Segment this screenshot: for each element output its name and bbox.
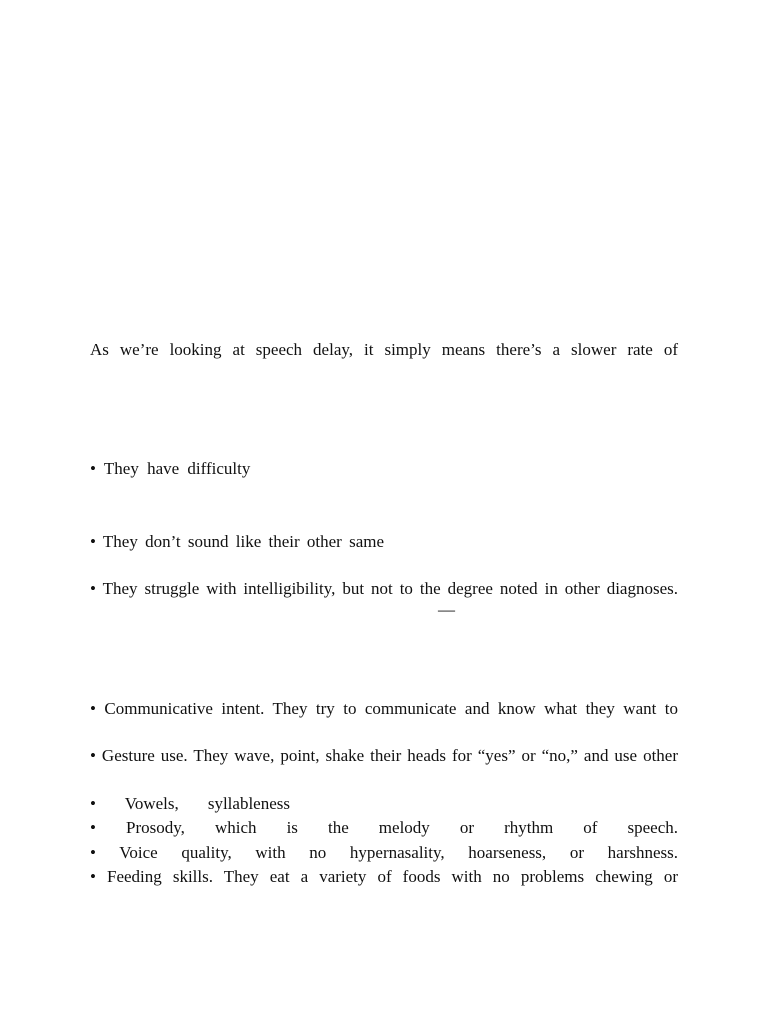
bullet-voice-quality: • Voice quality, with no hypernasality, hoarseness, or harshness. bbox=[90, 843, 678, 862]
bullet-intelligibility: • They struggle with intelligibility, but not to the degree noted in other diagnoses. bbox=[90, 579, 678, 598]
bullet-sound-like-peers: • They don’t sound like their other same bbox=[90, 532, 385, 551]
bullet-feeding-skills: • Feeding skills. They eat a variety of foods with no problems chewing or bbox=[90, 867, 678, 886]
separator-dash: — bbox=[438, 600, 455, 619]
bullet-vowels: • Vowels, syllableness bbox=[90, 794, 290, 813]
bullet-communicative-intent: • Communicative intent. They try to communicate and know what they want to bbox=[90, 699, 678, 718]
bullet-gesture-use: • Gesture use. They wave, point, shake their heads for “yes” or “no,” and use other bbox=[90, 746, 678, 765]
bullet-difficulty: • They have difficulty bbox=[90, 459, 251, 478]
paragraph-speech-delay: As we’re looking at speech delay, it simply means there’s a slower rate of bbox=[90, 340, 678, 359]
bullet-prosody: • Prosody, which is the melody or rhythm of speech. bbox=[90, 818, 678, 837]
